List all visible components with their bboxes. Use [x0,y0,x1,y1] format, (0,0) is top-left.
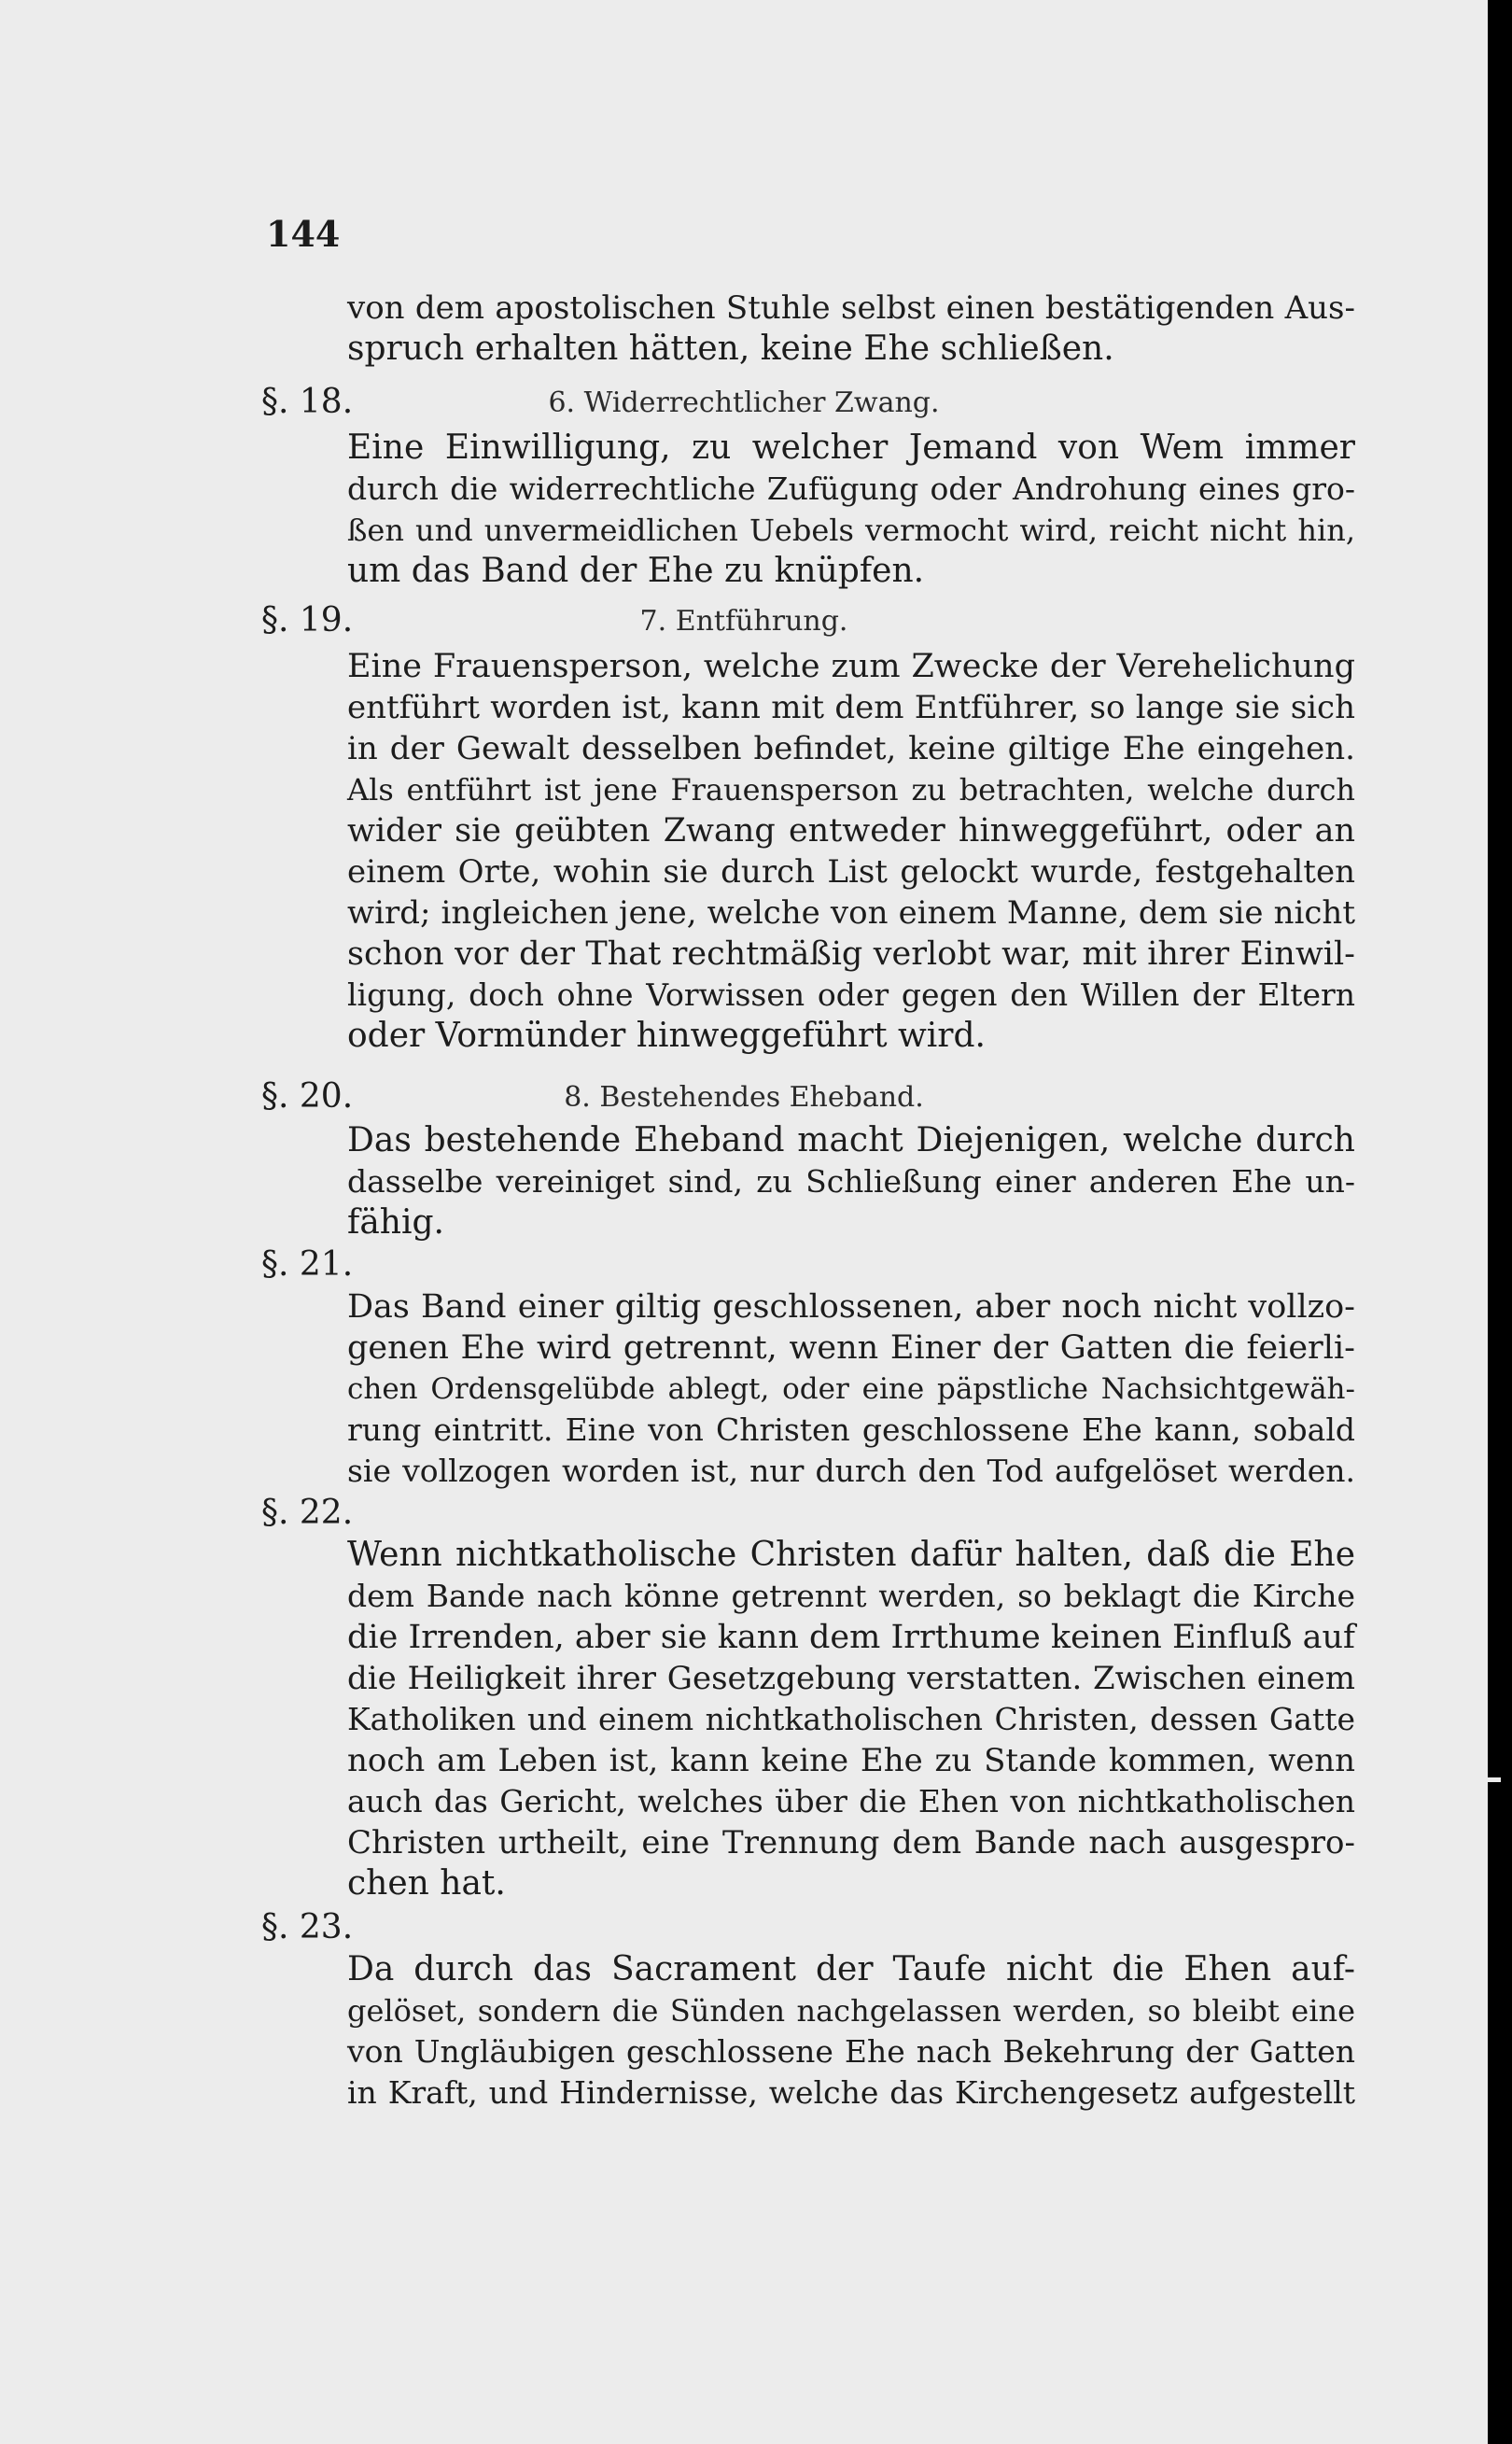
section-number: §. 19. [261,601,354,639]
paragraph-line: Das Band einer giltig geschlossenen, aber noch nicht vollzo- [347,1288,1355,1326]
paragraph-line: auch das Gericht, welches über die Ehen von nichtkatholischen [347,1783,1355,1819]
paragraph-line: Eine Einwilligung, zu welcher Jemand von Wem immer [347,428,1355,467]
paragraph-line: genen Ehe wird getrennt, wenn Einer der Gatten die feierli- [347,1329,1355,1367]
paragraph-line: noch am Leben ist, kann keine Ehe zu Stande kommen, wenn [347,1742,1355,1779]
paragraph-line: schon vor der That rechtmäßig verlobt war, mit ihrer Einwil- [347,935,1355,973]
scan-edge [1488,0,1512,2444]
section-title: 8. Bestehendes Eheband. [564,1081,924,1114]
paragraph-line: Katholiken und einem nichtkatholischen Christen, dessen Gatte [347,1701,1355,1737]
paragraph-line: oder Vormünder hinweggeführt wird. [347,1017,986,1055]
paragraph-line: in Kraft, und Hindernisse, welche das Kirchengesetz aufgestellt [347,2074,1355,2111]
paragraph-line: rung eintritt. Eine von Christen geschlossene Ehe kann, sobald [347,1412,1355,1448]
paragraph-line: Da durch das Sacrament der Taufe nicht die Ehen auf- [347,1950,1355,1988]
paragraph-line: die Irrenden, aber sie kann dem Irrthume keinen Einfluß auf [347,1619,1355,1656]
paragraph-line: chen hat. [347,1864,506,1903]
paragraph-line: in der Gewalt desselben befindet, keine giltige Ehe eingehen. [347,730,1355,767]
paragraph-line: Das bestehende Eheband macht Diejenigen, welche durch [347,1121,1355,1159]
paragraph-line: Christen urtheilt, eine Trennung dem Bande nach ausgespro- [347,1824,1355,1861]
paragraph-line: fähig. [347,1203,444,1242]
paragraph-line: gelöset, sondern die Sünden nachgelassen werden, so bleibt eine [347,1993,1355,2029]
intro-line: von dem apostolischen Stuhle selbst einen bestätigenden Aus- [347,289,1355,327]
paragraph-line: von Ungläubigen geschlossene Ehe nach Bekehrung der Gatten [347,2033,1355,2070]
paragraph-line: die Heiligkeit ihrer Gesetzgebung verstatten. Zwischen einem [347,1660,1355,1697]
section-title: 7. Entführung. [639,605,848,638]
page-number: 144 [266,213,341,255]
paragraph-line: wird; ingleichen jene, welche von einem Manne, dem sie nicht [347,894,1355,932]
intro-line: spruch erhalten hätten, keine Ehe schließen. [347,330,1114,368]
paragraph-line: Wenn nichtkatholische Christen dafür halten, daß die Ehe [347,1536,1355,1574]
section-number: §. 23. [261,1908,354,1946]
paragraph-line: Eine Frauensperson, welche zum Zwecke der Verehelichung [347,648,1355,685]
section-title: 6. Widerrechtlicher Zwang. [548,386,940,419]
paragraph-line: chen Ordensgelübde ablegt, oder eine päpstliche Nachsichtgewäh- [347,1372,1355,1406]
paragraph-line: wider sie geübten Zwang entweder hinweggeführt, oder an [347,812,1355,850]
paragraph-line: ßen und unvermeidlichen Uebels vermocht wird, reicht nicht hin, [347,513,1355,548]
paragraph-line: dem Bande nach könne getrennt werden, so beklagt die Kirche [347,1578,1355,1614]
section-number: §. 22. [261,1494,354,1532]
section-number: §. 21. [261,1245,354,1284]
paragraph-line: einem Orte, wohin sie durch List gelockt wurde, festgehalten [347,853,1355,891]
paragraph-line: entführt worden ist, kann mit dem Entführer, so lange sie sich [347,689,1355,726]
paragraph-line: ligung, doch ohne Vorwissen oder gegen den Willen der Eltern [347,976,1355,1013]
paragraph-line: dasselbe vereiniget sind, zu Schließung einer anderen Ehe un- [347,1163,1355,1200]
paragraph-line: Als entführt ist jene Frauensperson zu betrachten, welche durch [347,772,1355,808]
section-number: §. 18. [261,383,354,421]
paragraph-line: durch die widerrechtliche Zufügung oder Androhung eines gro- [347,471,1355,507]
paragraph-line: um das Band der Ehe zu knüpfen. [347,552,925,590]
paragraph-line: sie vollzogen worden ist, nur durch den Tod aufgelöset werden. [347,1453,1355,1489]
section-number: §. 20. [261,1077,354,1116]
scan-mark [1488,1777,1501,1782]
